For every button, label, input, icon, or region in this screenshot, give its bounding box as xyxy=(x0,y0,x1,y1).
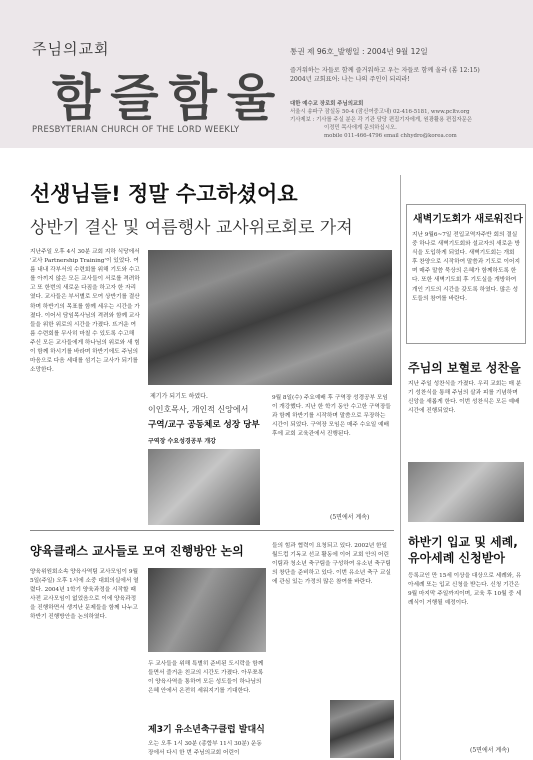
communion-body: 지난 주일 성찬식을 가졌다. 우리 교회는 매 분기 성찬식을 통해 주님의 살과 피를 기념하며 신앙을 새롭게 한다. 이번 성찬식은 모든 예배 시간에 진행되었다. xyxy=(408,381,522,415)
address-line-1: 대한 예수교 장로회 주님의교회 xyxy=(290,101,364,107)
baptism-body: 등록교인 만 15세 이상을 대상으로 세례와, 유아세례 또는 입교 신청을 받는다. 신청 기간은 9월 마지막 주일까지이며, 교육 후 10월 중 세례식이 거행될 예정이다. xyxy=(408,573,522,607)
communion-photo xyxy=(408,462,524,522)
second-body: 양육위원회소속 양육사역팀 교사모임이 9월 5일(주일) 오후 1시에 소중 대회의실에서 열렸다. 2004년 1학기 양육과정을 시작할 때 사전 교사모임이 없었음으로 이에 양육과정을 진행하면서 생겨난 문제들을 함께 나누고 하반기 진행방안을 논의하였다. xyxy=(30,569,139,621)
motto xyxy=(290,66,510,84)
contact-info xyxy=(290,100,522,140)
second-headline: 양육클래스 교사들로 모여 진행방안 논의 xyxy=(30,544,244,558)
lead-continued: (5면에서 계속) xyxy=(330,514,370,521)
meeting-photo xyxy=(148,568,266,652)
soccer-club-body: 오는 오후 1시 30분 (종합부 11시 30분) 운동장에서 다시 한 번 주님의교회 어린이 xyxy=(148,741,262,757)
sidebar-continued: (5면에서 계속) xyxy=(470,747,510,754)
inset-headline: 구역/교구 공동체로 성장 당부 xyxy=(148,420,260,430)
second-body-2: 두 교사들을 위해 특별히 준비된 도시락을 함께 들면서 즐거운 친교의 시간도 가졌다. 아무쪼록 이 양육사역을 통하여 모든 성도들이 하나님의 은혜 안에서 온전히 세워지기를 기대한다. xyxy=(148,661,264,695)
communion-title: 주님의 보혈로 성찬을 xyxy=(408,361,521,375)
column-divider xyxy=(400,175,401,760)
address-line-2: 서울시 송파구 잠실동 50-4 (잠신여중고내) 02-416-5181, www.pcltv.org xyxy=(290,109,470,115)
lead-body: 지난주일 오후 4시 30분 교회 지하 식당에서 '교사 Partnership Training'이 있었다. 여름 내내 각부서의 수련회를 위해 기도와 수고를 아끼지 않은 모든 교사들이 서로를 격려하고 또 한번의 새로운 다짐을 하고자 한 자리였다. 교사들은 부서별로 모여 상반기를 결산하며 하반기의 목표를 함께 세우는 시간을 가졌다. 이어서 담임목사님의 격려와 함께 교사들을 위한 위로의 시간을 가졌다. 뜨거운 여름 수련회를 무사히 마칠 수 있도록 수고해 주신 모든 교사들에게 하나님의 위로와 새 힘이 함께 하시기를 바라며 하반기에도 주님의 마음으로 다음 세대를 섬기는 교사가 되기를 소망한다. xyxy=(30,249,140,374)
soccer-photo xyxy=(330,700,394,758)
dawn-prayer-box xyxy=(406,204,526,344)
baptism-title: 하반기 입교 및 세례, 유아세례 신청받아 xyxy=(408,535,518,565)
lead-subhead: 상반기 결산 및 여름행사 교사위로회로 가져 xyxy=(30,218,353,238)
inset-box xyxy=(148,404,264,524)
cell-leader-photo xyxy=(148,449,260,525)
staff-line-3: mobile 011-466-4796 email chhydro@korea.com xyxy=(324,133,457,139)
newsletter-subtitle: PRESBYTERIAN CHURCH OF THE LORD WEEKLY xyxy=(32,124,240,134)
masthead xyxy=(0,0,533,148)
photo-caption: 제기가 되기도 하였다. xyxy=(150,393,208,400)
dawn-prayer-title: 새벽기도회가 새로워진다 xyxy=(413,214,523,225)
staff-line-2: 이정민 목사에게 문의하십시오. xyxy=(324,125,397,131)
motto-line-2: 2004년 교회표어: 나는 나의 주인이 되리라! xyxy=(290,76,410,83)
lead-col3-text: 9월 8일(수) 주요예배 후 구역장 성경공부 모임이 개강했다. 지난 한 학기 동안 수고한 구역장들과 함께 하반기를 시작하며 말씀으로 무장하는 시간이 되었다. 구역장 모임은 매주 수요일 예배 후에 교회 교육관에서 진행된다. xyxy=(272,395,391,438)
inset-caption: 구역장 수요성경공부 개강 xyxy=(148,438,216,445)
issue-info: 통권 제 96호_발행일 : 2004년 9월 12일 xyxy=(290,47,428,56)
church-name: 주님의교회 xyxy=(32,40,110,58)
section-divider xyxy=(30,530,394,531)
newsletter-title: 함즐함울 xyxy=(52,69,286,127)
motto-line-1: 즐거워하는 자들로 함께 즐거워하고 우는 자들로 함께 울라 (롬 12:15) xyxy=(290,67,480,74)
soccer-club-headline: 제3기 유소년축구클럽 발대식 xyxy=(148,725,265,735)
lead-headline: 선생님들! 정말 수고하셨어요 xyxy=(30,182,298,206)
teacher-gathering-photo xyxy=(148,250,392,385)
dawn-prayer-body: 지난 9월6~7일 전입교역자주반 회의 결실 중 하나로 새벽기도회와 설교자의 새로운 방식을 도입하게 되었다. 새벽기도회는 개회 후 찬양으로 시작하여 말씀과 기도로 이어지며 매주 말씀 묵상의 은혜가 함께하도록 한다. 또한 새벽기도회 후 기도실을 개방하여 개인 기도의 시간을 갖도록 하였다. 많은 성도들의 참여를 바란다. xyxy=(412,232,520,302)
second-body-3: 들의 힘과 협력이 요청되고 있다. 2002년 한일 월드컵 기독교 선교 활동에 이어 교회 안의 어린이팀과 청소년 축구팀을 구성하여 유소년 축구팀의 창단을 준비하고 있다. 이번 유소년 축구 교실에 관심 있는 가정의 많은 참여를 바란다. xyxy=(272,543,391,586)
inset-kicker: 이인호목사, 개인적 신앙에서 xyxy=(148,405,249,414)
staff-line-1: 기사제보 : 기사를 주실 분은 각 기관 담당 편집기자에게, 원광활용 편집자문은 xyxy=(290,117,473,123)
